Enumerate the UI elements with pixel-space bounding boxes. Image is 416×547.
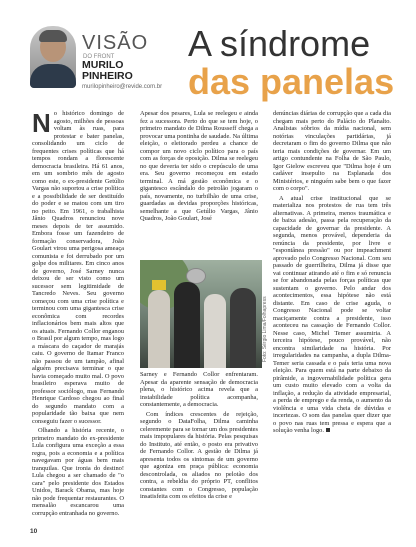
- paragraph: Olhando a história recente, o primeiro mandato do ex-presidente Lula configura uma exceção a essa regra, pois a economia e a política navegavam por águas bem mais tranquilas. Que ironia do destino! Lula chegou a ser chamado de "o cara" pelo presidente dos Estados Unidos, Barack Obama, mas hoje não pode frequentar restaurantes. O mensalão escancarou uma corrupção entranhada no governo.: [32, 427, 124, 517]
- paragraph-text: A atual crise institucional que se materializa nos protestos de rua tem três alternativas. A primeira, menos traumática e de baixa adesão, passa pela recuperação da capacidade de governar da presidente. A segunda, menos provável, dependeria da renúncia da presidente, por livre e "espontânea pressão" ou por impeachment aprovado pelo Congresso Nacional. Com seu passado de guerrilheira, Dilma já disse que vai continuar atirando até o fim e só renuncia se for abandonada pelas forças políticas que sustentam o governo. Pelo andar dos acontecimentos, essa hipótese não está distante. Em caso de crise aguda, o Congresso Nacional pode se voltar maciçamente contra a presidente, isso aconteceu na cassação de Fernando Collor. Nesse caso, Michel Temer assumiria. A terceira hipótese, pouco provável, não encontra similaridade na história. Por irregularidades na campanha, a dupla Dilma-Temer seria cassada e o país teria uma nova eleição. Para quem está na parte debaixo da pirâmide, a ingovernabilidade política gera um custo muito elevado com a volta da inflação, a redução da atividade empresarial, a perda de emprego e da renda, o aumento da violência e uma vida cheia de dúvidas e incertezas. O som das panelas quer dizer que o povo nas ruas tem pressa e espera que a solução venha logo.: [273, 194, 391, 434]
- paragraph: Sarney e Fernando Collor enfrentaram. Apesar da aparente sensação de democracia plena, o histórico acima revela que a instabilidade política acompanha, constantemente, a democracia.: [140, 371, 258, 408]
- article-column-2-top: [140, 110, 258, 258]
- author-last-name: PINHEIRO: [82, 70, 133, 82]
- photo-credit: Foto: Sérgio Lima/Folhapress: [262, 296, 268, 362]
- section-sublabel: DO FRONT: [83, 54, 115, 60]
- author-photo: [30, 26, 76, 88]
- author-first-name: MURILO: [82, 59, 124, 71]
- page-number: 10: [30, 528, 38, 535]
- paragraph: o histórico domingo de agosto, milhões de pessoas voltam às ruas, para protestar e bater panelas, consolidando um ciclo de frequentes crises políticas que há tempos rondam a florescente democracia brasileira. Há 61 anos, em um sombrio mês de agosto como este, o ex-presidente Getúlio Vargas não suportou a crise política e a possibilidade de ser destituído do poder e se matou com um tiro no peito. Em 1961, o trabalhista Jânio Quadros renunciou nove meses depois de ter assumido. Embora fosse um fazendeiro de formação conservadora, João Goulart virou uma perigosa ameaça comunista e foi derrubado por um golpe dos militares. Em cinco anos de governo, José Sarney nunca deixou de ser visto como um sucessor sem legitimidade de Tancredo Neves. Seu governo começou com uma crise política e terminou com uma gigantesca crise econômica com recordes inflacionários bem mais altos que os atuais. Fernando Collor enganou o Brasil por algum tempo, mas logo a máscara do caçador de marajás caiu. O governo de Itamar Franco não passou de um tampão, afinal alguém precisava terminar o que havia começado muito mal. O povo brasileiro esperava muito de professor sociólogo, mas Fernando Henrique Cardoso chegou ao final do segundo mandato com a popularidade tão baixa que nem conseguiu fazer o sucessor.: [32, 110, 124, 425]
- section-label: VISÃO: [82, 32, 149, 54]
- author-name: [82, 60, 133, 82]
- article-column-3: [273, 110, 391, 526]
- article-column-2-bottom: [140, 371, 258, 526]
- page-header: [0, 0, 416, 100]
- paragraph: Com índices crescentes de rejeição, segundo o DataFolha, Dilma caminha celeremente para se tornar um dos presidentes mais impopulares da história. Pelas pesquisas do Instituto, até então, o posto era privativo de Fernando Collor. A gestão de Dilma já apresenta todos os sintomas de um governo que agoniza em praça pública: economia descontrolada, os aliados no pelotão dos contra, a rebeldia do próprio PT, conflitos constantes com o Congresso, população insatisfeita com os efeitos da crise e: [140, 410, 258, 500]
- headline-line-2: das panelas: [188, 61, 395, 102]
- author-email[interactable]: murilopinheiro@revide.com.br: [82, 84, 163, 90]
- protest-photo: [140, 260, 262, 368]
- headline-line-1: A síndrome: [188, 23, 371, 64]
- end-mark-icon: [326, 428, 330, 432]
- article-column-1: [32, 110, 124, 520]
- drop-cap: N: [32, 110, 51, 138]
- paragraph: Apesar dos pesares, Lula se reelegeu e ainda fez a sucessora. Perto do que se tem hoje, o primeiro mandato de Dilma Rousseff chega a provocar uma pontinha de saudade. Na última eleição, o eleitorado perdeu a chance de compor um novo ciclo político para o país com as forças de oposição. Dilma se reelegeu no que deveria ter sido o crepúsculo de uma era. Seu governo recomeçou em estado terminal. A má gestão econômica e o gigantesco escândalo do petrolão jogaram o país, novamente, no turbilhão de uma crise, guardadas as devidas proporções históricas, semelhante a que Getúlio Vargas, Jânio Quadros, João Goulart, José: [140, 110, 258, 222]
- paragraph: denúncias diárias de corrupção que a cada dia chegam mais perto do Palácio do Planalto. Analistas sóbrios da mídia nacional, sem notórias vinculações partidárias, já decretaram o fim do governo Dilma que não teria mais condições de governar. Em um artigo contundente na Folha de São Paulo, Igor Gielow escreveu que "Dilma hoje é um cadáver insepulto na Esplanada dos Ministérios, e ninguém sabe bem o que fazer com o corpo".: [273, 110, 391, 192]
- paragraph: [273, 195, 391, 435]
